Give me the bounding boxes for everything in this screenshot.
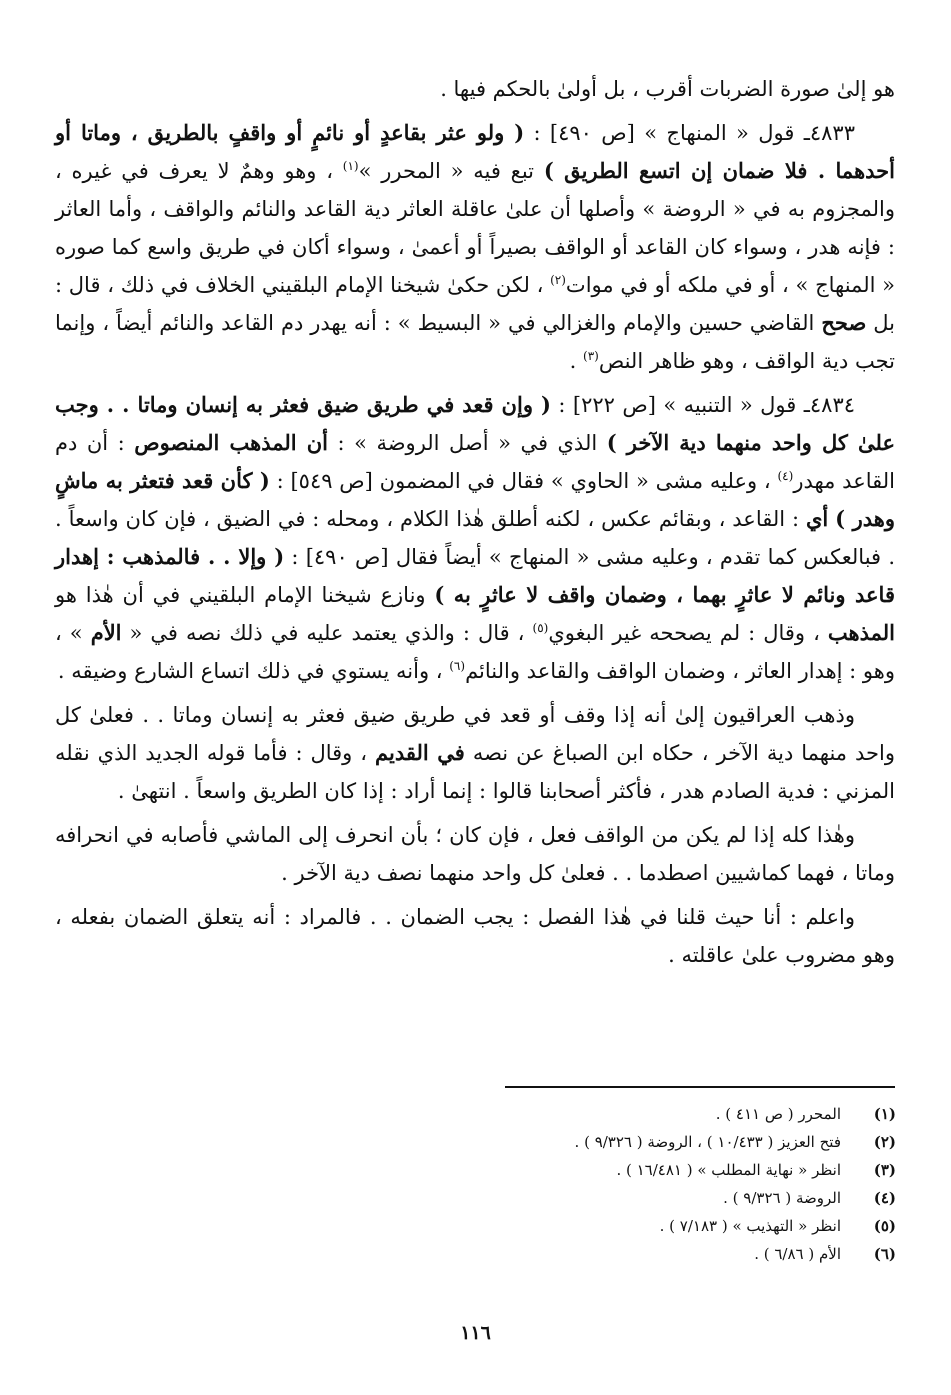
footnote-text: الروضة ( ٩/٣٢٦ ) . <box>723 1189 841 1207</box>
footnote-text: الأم ( ٦/٨٦ ) . <box>754 1245 841 1263</box>
footnote-number: (٤) <box>873 1189 896 1207</box>
text-run: هو إلىٰ صورة الضربات أقرب ، بل أولىٰ بالحكم فيها . <box>440 77 895 101</box>
quoted-text: ( وإن قعد في طريق ضيق فعثر به إنسان وماتا . . وجب علىٰ كل واحد منهما دية الآخر ) <box>55 392 895 455</box>
bold-term: أي <box>805 506 829 531</box>
footnote-number: (٢) <box>873 1133 896 1151</box>
text-run: واعلم : أنا حيث قلنا في هٰذا الفصل : يجب الضمان . . فالمراد : أنه يتعلق الضمان بفعله ، وهو مضروب علىٰ عاقلته . <box>55 905 895 967</box>
text-run: ، وهو وهمٌ لا يعرف في غيره ، والمجزوم به في « الروضة » وأصلها أن علىٰ عاقلة العاثر دية القاعد والنائم والواقف ، وأما العاثر : فإنه هدر ، وسواء كان القاعد أو الواقف بصيراً أو أعمىٰ ، وسواء أكان في طريق واسع كما صوره « المنهاج » ، أو في ملكه أو في موات <box>55 159 895 297</box>
quoted-text: ( وإلا . . فالمذهب : إهدار قاعد ونائم لا عاثرٍ بهما ، وضمان واقف لا عاثرٍ به ) <box>55 544 895 607</box>
footnotes <box>56 1100 896 1268</box>
text-run: تبع فيه « المحرر » <box>358 159 544 183</box>
paragraph-iraqis <box>55 696 895 810</box>
footnote-text: فتح العزيز ( ١٠/٤٣٣ ) ، الروضة ( ٩/٣٢٦ ) . <box>574 1133 841 1151</box>
text-run: ٤٨٣٣ـ قول « المنهاج » [ص ٤٩٠] : <box>524 121 855 145</box>
footnote-ref[interactable]: (٦) <box>449 659 466 673</box>
text-run: ، وعليه مشى « الحاوي » فقال في المضمون [ص ٥٤٩] : <box>269 469 778 493</box>
footnote-item <box>56 1156 896 1184</box>
bold-term: الأم <box>90 620 122 645</box>
text-run: ونازع شيخنا الإمام البلقيني في أن هٰذا هو <box>55 583 435 607</box>
footnote-item <box>56 1184 896 1212</box>
footnote-item <box>56 1100 896 1128</box>
bold-term: في القديم <box>375 740 465 765</box>
text-run: ، لكن حكىٰ شيخنا الإمام البلقيني الخلاف في ذلك ، قال : بل <box>55 273 895 335</box>
footnote-ref[interactable]: (٤) <box>777 469 794 483</box>
text-run: ، قال : والذي يعتمد عليه في ذلك نصه في « <box>121 621 533 645</box>
footnote-text: المحرر ( ص ٤١١ ) . <box>715 1105 841 1123</box>
footnote-text: انظر « التهذيب » ( ٧/١٨٣ ) . <box>659 1217 841 1235</box>
text-run: . <box>569 349 584 373</box>
page-body <box>55 70 895 980</box>
paragraph-standing-act <box>55 816 895 892</box>
footnote-divider <box>505 1086 895 1088</box>
text-run: ، وقال : فأما قوله الجديد الذي نقله المزني : فدية الصادم هدر ، فأكثر أصحابنا قالوا : إنما أراد : إذا كان الطريق واسعاً . انتهىٰ . <box>55 741 895 803</box>
quoted-text: ( كأن قعد فتعثر به ماشٍ وهدر ) <box>55 468 895 531</box>
footnote-ref[interactable]: (٣) <box>583 349 599 363</box>
footnote-item <box>56 1212 896 1240</box>
text-run: : القاعد ، وبقائم عكس ، لكنه أطلق هٰذا الكلام ، ومحله : في الضيق ، فإن كان واسعاً . . فبالعكس كما تقدم ، وعليه مشى « المنهاج » أيضاً فقال [ص ٤٩٠] : <box>55 507 895 569</box>
paragraph-conclusion <box>55 898 895 974</box>
footnote-ref[interactable]: (١) <box>342 159 359 173</box>
bold-term: المذهب <box>827 620 896 645</box>
footnote-ref[interactable]: (٥) <box>532 621 549 635</box>
text-run: وهٰذا كله إذا لم يكن من الواقف فعل ، فإن كان ؛ بأن انحرف إلى الماشي فأصابه في انحرافه وماتا ، فهما كماشيين اصطدما . . فعلىٰ كل واحد منهما نصف دية الآخر . <box>55 823 895 885</box>
text-run: القاضي حسين والإمام والغزالي في « البسيط » : أنه يهدر دم القاعد والنائم أيضاً ، وإنما تجب دية الواقف ، وهو ظاهر النص <box>55 311 895 373</box>
footnote-number: (٥) <box>873 1217 896 1235</box>
text-run: ، وأنه يستوي في ذلك اتساع الشارع وضيقه . <box>57 659 450 683</box>
text-run: ، وقال : لم يصححه غير البغوي <box>548 621 828 645</box>
footnote-number: (٣) <box>873 1161 896 1179</box>
footnote-number: (٦) <box>873 1245 896 1263</box>
paragraph-4834 <box>55 386 895 690</box>
quoted-text: ( ولو عثر بقاعدٍ أو نائمٍ أو واقفٍ بالطريق ، وماتا أو أحدهما . فلا ضمان إن اتسع الطريق ) <box>55 120 895 183</box>
text-run: ٤٨٣٤ـ قول « التنبيه » [ص ٢٢٢] : <box>550 393 856 417</box>
footnote-item <box>56 1128 896 1156</box>
bold-term: أن المذهب المنصوص <box>134 430 329 455</box>
text-run: وذهب العراقيون إلىٰ أنه إذا وقف أو قعد في طريق ضيق فعثر به إنسان وماتا . . فعلىٰ كل واحد منهما دية الآخر ، حكاه ابن الصباغ عن نصه <box>55 703 895 765</box>
footnote-item <box>56 1240 896 1268</box>
text-run: : أن دم القاعد مهدر <box>55 431 895 493</box>
page-number: ١١٦ <box>460 1322 491 1344</box>
paragraph-continuation <box>55 70 895 108</box>
footnote-number: (١) <box>873 1105 896 1123</box>
text-run: » ، وهو : إهدار العاثر ، وضمان الواقف والقاعد والنائم <box>55 621 895 683</box>
paragraph-4833 <box>55 114 895 380</box>
footnote-text: انظر « نهاية المطلب » ( ١٦/٤٨١ ) . <box>616 1161 841 1179</box>
text-run: الذي في « أصل الروضة » : <box>328 431 607 455</box>
bold-term: صحح <box>821 310 867 335</box>
footnote-ref[interactable]: (٢) <box>550 273 566 287</box>
